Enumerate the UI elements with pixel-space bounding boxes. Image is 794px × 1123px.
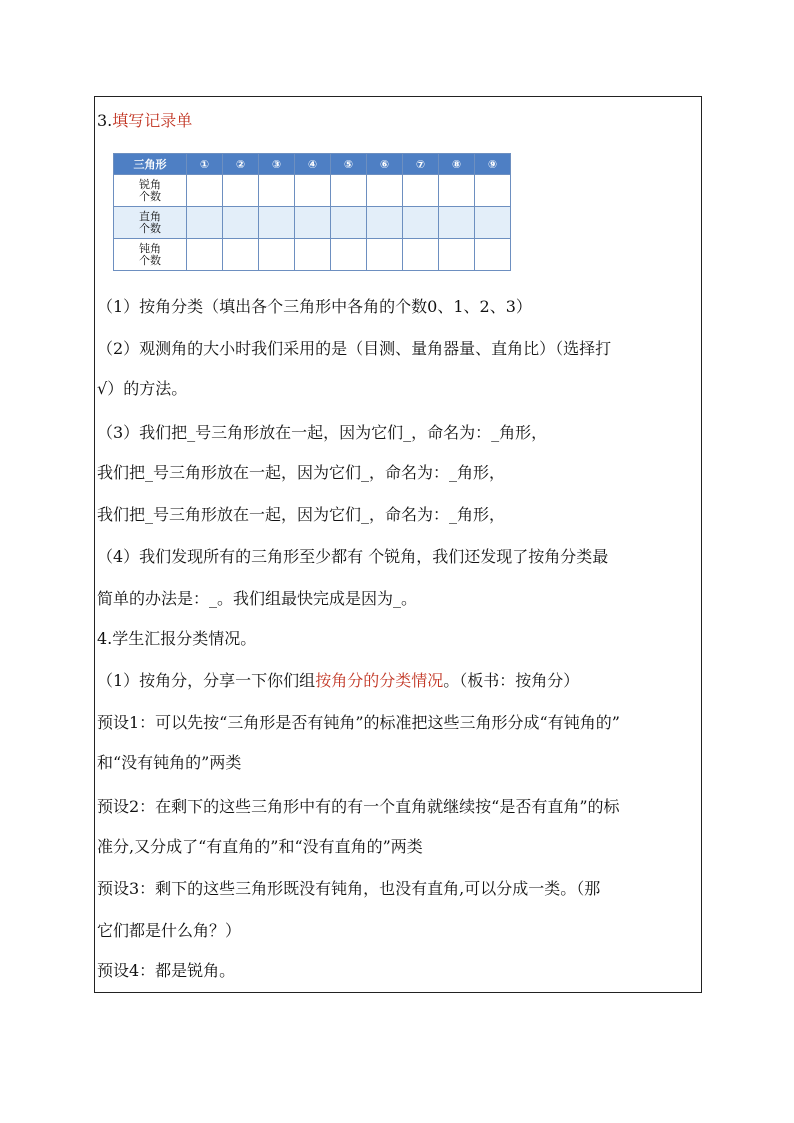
question-3-line-2: 我们把_号三角形放在一起，因为它们_，命名为：_角形， bbox=[97, 463, 506, 482]
table-cell[interactable] bbox=[331, 207, 367, 239]
table-header-row bbox=[114, 154, 511, 175]
table-header-col: ② bbox=[223, 154, 259, 175]
table-row bbox=[114, 239, 511, 271]
table-header-col: ④ bbox=[295, 154, 331, 175]
table-header-col: ⑥ bbox=[367, 154, 403, 175]
question-4-line-1: （4）我们发现所有的三角形至少都有 个锐角，我们还发现了按角分类最 bbox=[97, 547, 609, 566]
s4q1-prefix: （1）按角分，分享一下你们组 bbox=[97, 671, 316, 690]
table-cell[interactable] bbox=[223, 239, 259, 271]
table-cell[interactable] bbox=[259, 207, 295, 239]
content-frame bbox=[94, 96, 702, 993]
question-1: （1）按角分类（填出各个三角形中各角的个数0、1、2、3） bbox=[97, 297, 532, 316]
section-3-heading bbox=[97, 111, 192, 131]
preset-2-line-1: 预设2：在剩下的这些三角形中有的有一个直角就继续按“是否有直角”的标 bbox=[97, 797, 620, 816]
question-3-line-3: 我们把_号三角形放在一起，因为它们_，命名为：_角形， bbox=[97, 505, 506, 524]
table-cell[interactable] bbox=[367, 239, 403, 271]
table-row bbox=[114, 207, 511, 239]
table-row bbox=[114, 175, 511, 207]
table-cell[interactable] bbox=[223, 175, 259, 207]
section-4-question-1 bbox=[97, 671, 579, 691]
question-2-line-2: √）的方法。 bbox=[97, 379, 188, 398]
s4q1-highlight: 按角分的分类情况 bbox=[315, 671, 444, 690]
table-cell[interactable] bbox=[475, 175, 511, 207]
table-cell[interactable] bbox=[475, 207, 511, 239]
row-label-line: 个数 bbox=[139, 253, 161, 267]
question-4-line-2: 简单的办法是：_。我们组最快完成是因为_。 bbox=[97, 589, 418, 608]
table-header-col: ⑧ bbox=[439, 154, 475, 175]
s4q1-suffix: 。（板书：按角分） bbox=[443, 671, 580, 690]
table-cell[interactable] bbox=[439, 207, 475, 239]
table-header-col: ⑦ bbox=[403, 154, 439, 175]
preset-2-line-2: 准分,又分成了“有直角的”和“没有直角的”两类 bbox=[97, 837, 423, 856]
table-header-col: ③ bbox=[259, 154, 295, 175]
table-cell[interactable] bbox=[439, 239, 475, 271]
record-table bbox=[113, 153, 511, 271]
row-label-line: 钝角 bbox=[139, 241, 161, 255]
preset-4: 预设4：都是锐角。 bbox=[97, 961, 236, 980]
table-cell[interactable] bbox=[259, 175, 295, 207]
row-label-line: 个数 bbox=[139, 221, 161, 235]
row-label bbox=[114, 239, 187, 271]
table-cell[interactable] bbox=[367, 207, 403, 239]
table-cell[interactable] bbox=[187, 239, 223, 271]
question-2-line-1: （2）观测角的大小时我们采用的是（目测、量角器量、直角比）（选择打 bbox=[97, 339, 612, 358]
question-3-line-1: （3）我们把_号三角形放在一起，因为它们_，命名为：_角形， bbox=[97, 423, 548, 442]
row-label bbox=[114, 175, 187, 207]
table-cell[interactable] bbox=[187, 207, 223, 239]
table-header-col: ⑤ bbox=[331, 154, 367, 175]
table-cell[interactable] bbox=[367, 175, 403, 207]
table-cell[interactable] bbox=[295, 239, 331, 271]
table-cell[interactable] bbox=[331, 175, 367, 207]
row-label-line: 直角 bbox=[139, 209, 161, 223]
table-cell[interactable] bbox=[187, 175, 223, 207]
section-4-heading: 4.学生汇报分类情况。 bbox=[97, 629, 257, 648]
table-cell[interactable] bbox=[295, 207, 331, 239]
preset-1-line-2: 和“没有钝角的”两类 bbox=[97, 753, 242, 772]
table-cell[interactable] bbox=[331, 239, 367, 271]
table-cell[interactable] bbox=[295, 175, 331, 207]
table-header-col: ① bbox=[187, 154, 223, 175]
table-cell[interactable] bbox=[403, 175, 439, 207]
row-label bbox=[114, 207, 187, 239]
table-cell[interactable] bbox=[475, 239, 511, 271]
section-3-title: 填写记录单 bbox=[112, 111, 193, 130]
table-cell[interactable] bbox=[259, 239, 295, 271]
table-cell[interactable] bbox=[403, 239, 439, 271]
row-label-line: 锐角 bbox=[139, 177, 161, 191]
table-cell[interactable] bbox=[439, 175, 475, 207]
preset-3-line-1: 预设3：剩下的这些三角形既没有钝角，也没有直角,可以分成一类。（那 bbox=[97, 879, 601, 898]
table-cell[interactable] bbox=[403, 207, 439, 239]
section-3-number: 3. bbox=[97, 111, 113, 130]
row-label-line: 个数 bbox=[139, 189, 161, 203]
preset-1-line-1: 预设1：可以先按“三角形是否有钝角”的标准把这些三角形分成“有钝角的” bbox=[97, 713, 620, 732]
table-header-col: ⑨ bbox=[475, 154, 511, 175]
preset-3-line-2: 它们都是什么角？） bbox=[97, 921, 242, 940]
table-header-triangle: 三角形 bbox=[114, 154, 187, 175]
table-cell[interactable] bbox=[223, 207, 259, 239]
